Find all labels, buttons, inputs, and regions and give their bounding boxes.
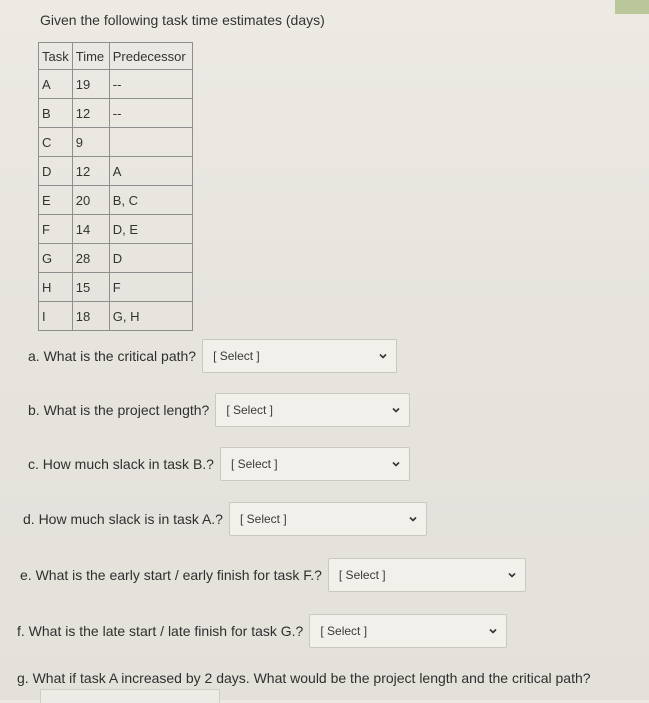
time-cell: 15 (72, 273, 109, 302)
chevron-down-icon (507, 570, 517, 580)
task-cell: H (39, 273, 73, 302)
question-c-text: c. How much slack in task B.? (28, 456, 214, 472)
question-e (20, 558, 526, 592)
question-e-text: e. What is the early start / early finish for task F.? (20, 567, 322, 583)
task-cell: G (39, 244, 73, 273)
select-placeholder: [ Select ] (230, 457, 278, 471)
table-row (39, 128, 193, 157)
task-cell: C (39, 128, 73, 157)
time-cell: 18 (72, 302, 109, 331)
predecessor-cell: B, C (109, 186, 192, 215)
chevron-down-icon (391, 459, 401, 469)
column-header-predecessor: Predecessor (109, 43, 192, 70)
question-f (17, 614, 507, 648)
table-row (39, 70, 193, 99)
slack-task-b-select[interactable] (220, 447, 410, 481)
table-row (39, 244, 193, 273)
time-cell: 12 (72, 157, 109, 186)
task-cell: E (39, 186, 73, 215)
predecessor-cell: G, H (109, 302, 192, 331)
column-header-task: Task (39, 43, 73, 70)
question-d-text: d. How much slack is in task A.? (23, 511, 223, 527)
table-row (39, 302, 193, 331)
table-row (39, 157, 193, 186)
task-time-table (38, 42, 193, 331)
question-d (23, 502, 427, 536)
time-cell: 19 (72, 70, 109, 99)
project-length-select[interactable] (215, 393, 410, 427)
time-cell: 9 (72, 128, 109, 157)
predecessor-cell: -- (109, 70, 192, 99)
top-edge-strip (615, 0, 649, 14)
chevron-down-icon (488, 626, 498, 636)
task-cell: D (39, 157, 73, 186)
predecessor-cell: D (109, 244, 192, 273)
question-f-text: f. What is the late start / late finish for task G.? (17, 623, 304, 639)
question-b (28, 393, 410, 427)
task-cell: B (39, 99, 73, 128)
predecessor-cell: D, E (109, 215, 192, 244)
question-a-text: a. What is the critical path? (28, 348, 197, 364)
time-cell: 12 (72, 99, 109, 128)
early-start-finish-f-select[interactable] (328, 558, 526, 592)
chevron-down-icon (408, 514, 418, 524)
select-placeholder: [ Select ] (338, 568, 386, 582)
predecessor-cell (109, 128, 192, 157)
task-cell: F (39, 215, 73, 244)
column-header-time: Time (72, 43, 109, 70)
critical-path-select[interactable] (202, 339, 397, 373)
time-cell: 28 (72, 244, 109, 273)
task-cell: A (39, 70, 73, 99)
question-g-text: g. What if task A increased by 2 days. What would be the project length and the critical path? (17, 670, 591, 686)
question-g (17, 670, 591, 686)
predecessor-cell: -- (109, 99, 192, 128)
chevron-down-icon (378, 351, 388, 361)
chevron-down-icon (391, 405, 401, 415)
answer-input-g[interactable] (40, 689, 220, 703)
page-title: Given the following task time estimates (days) (40, 12, 325, 28)
select-placeholder: [ Select ] (213, 349, 260, 363)
time-cell: 20 (72, 186, 109, 215)
question-a (28, 339, 397, 373)
slack-task-a-select[interactable] (229, 502, 427, 536)
table-row (39, 273, 193, 302)
question-c (28, 447, 410, 481)
task-cell: I (39, 302, 73, 331)
predecessor-cell: A (109, 157, 192, 186)
time-cell: 14 (72, 215, 109, 244)
question-b-text: b. What is the project length? (28, 402, 210, 418)
select-placeholder: [ Select ] (239, 512, 287, 526)
table-row (39, 215, 193, 244)
table-header-row (39, 43, 193, 70)
select-placeholder: [ Select ] (320, 624, 368, 638)
predecessor-cell: F (109, 273, 192, 302)
table-row (39, 186, 193, 215)
late-start-finish-g-select[interactable] (309, 614, 507, 648)
select-placeholder: [ Select ] (226, 403, 274, 417)
table-row (39, 99, 193, 128)
